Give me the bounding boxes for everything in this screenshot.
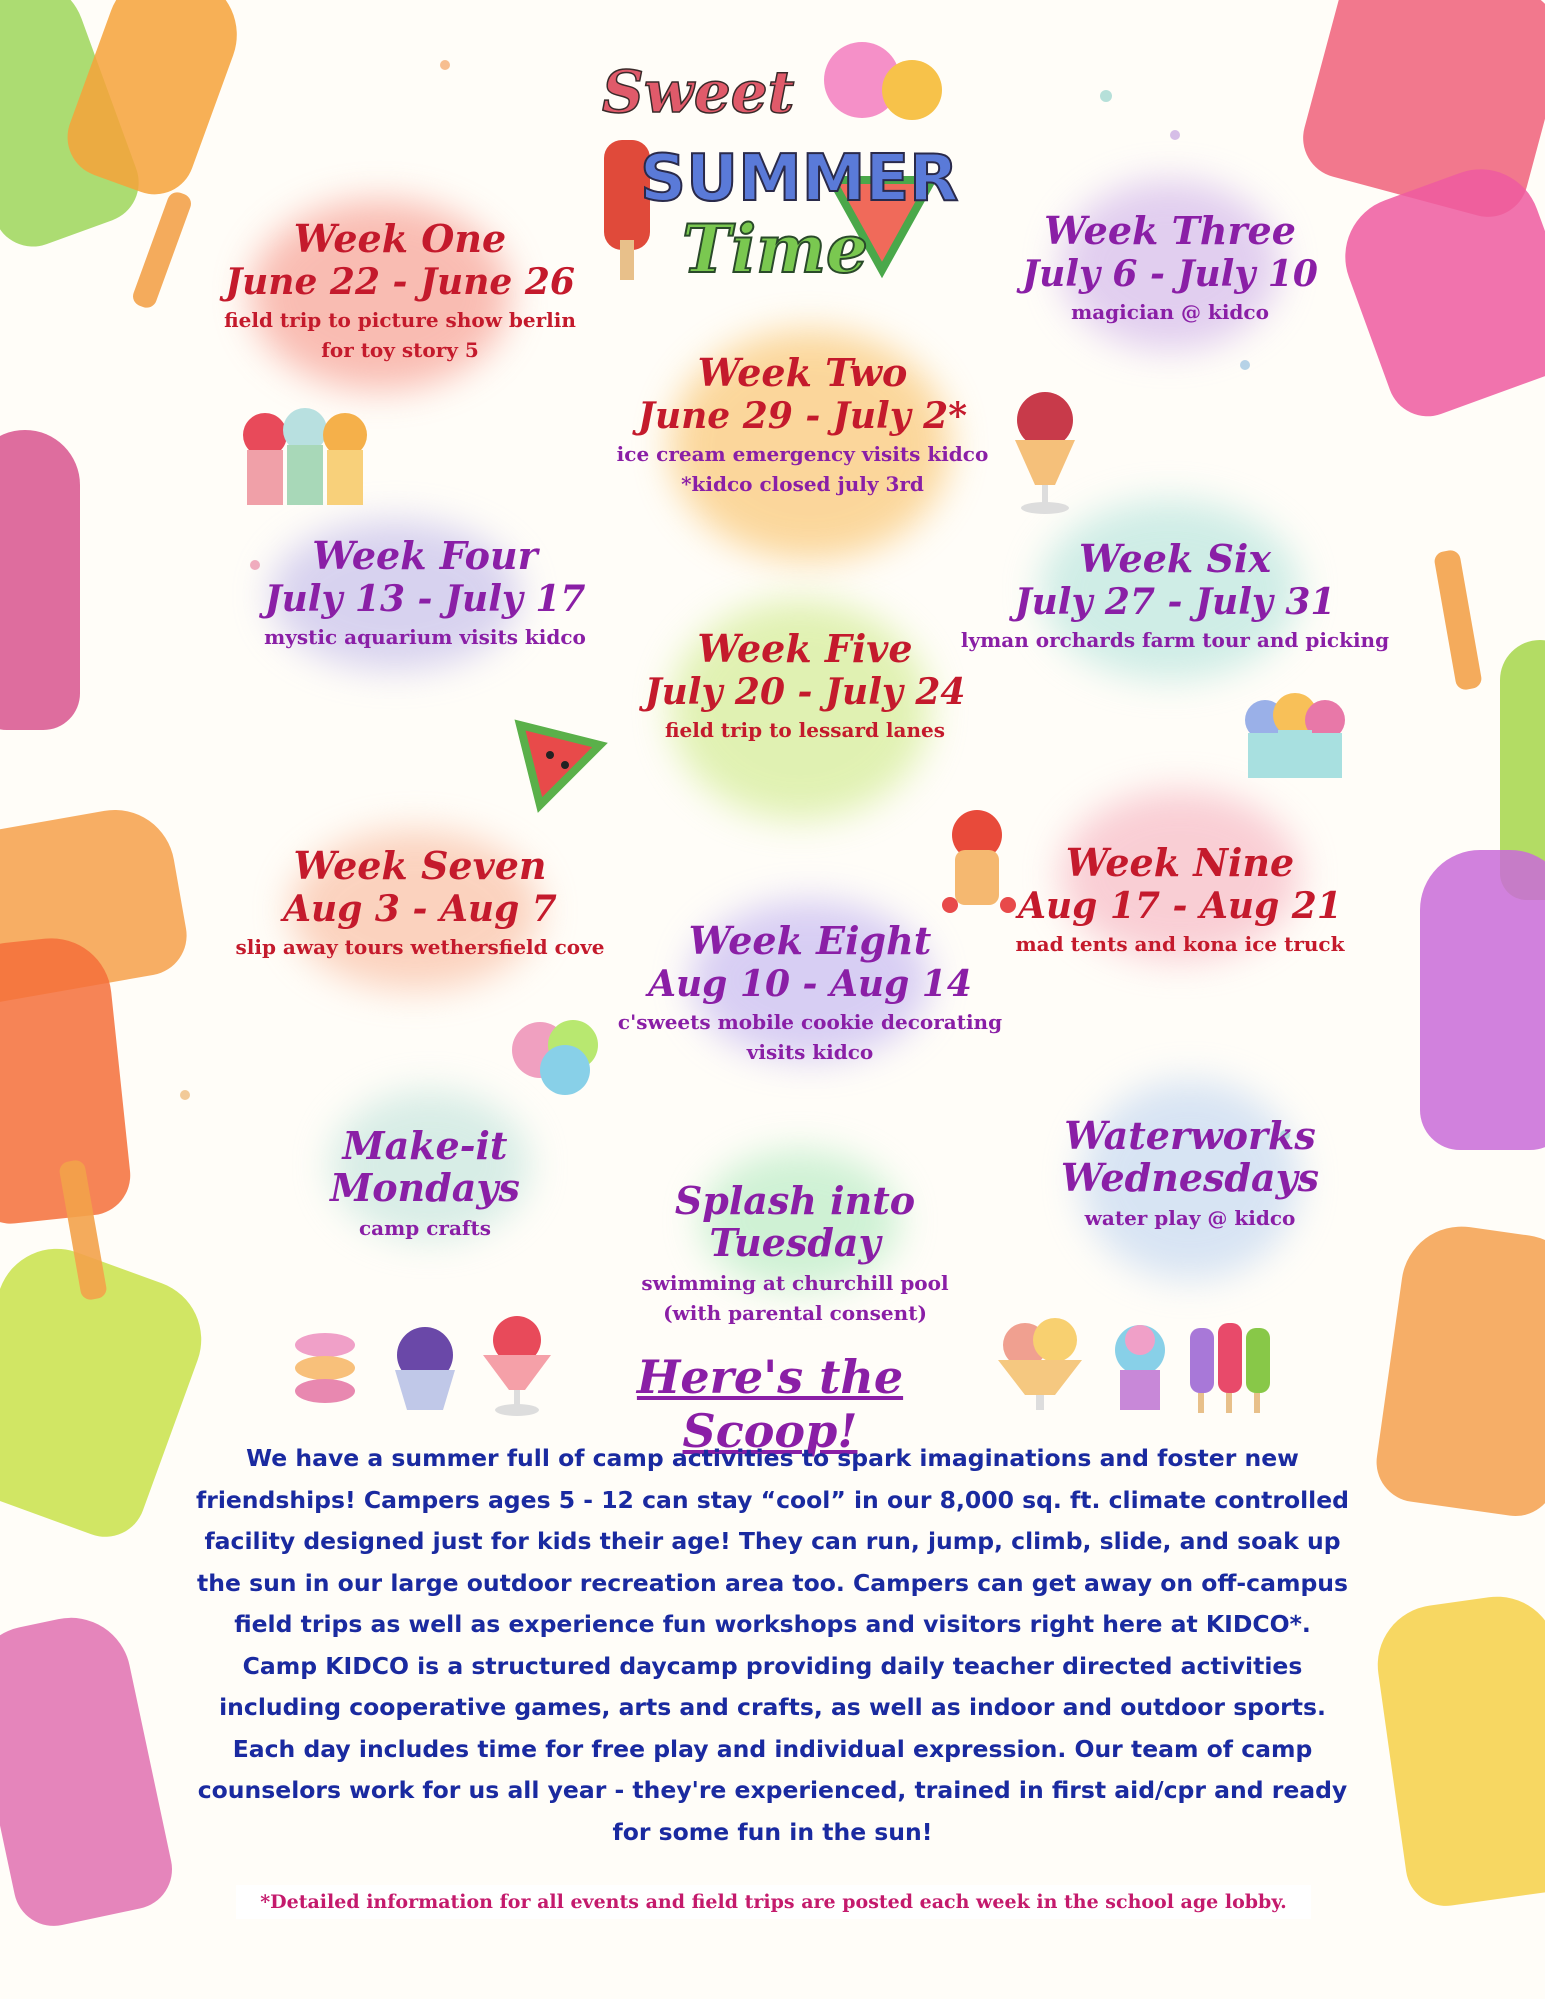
macarons-icon [290, 1320, 360, 1414]
week-dates: June 29 - July 2* [637, 394, 968, 437]
week-activity: field trip to picture show berlin [224, 307, 576, 332]
week-activity-line2: for toy story 5 [321, 337, 479, 362]
week-four-block [240, 535, 610, 652]
blueberry-dessert-icon [385, 1320, 465, 1419]
week-dates: June 22 - June 26 [225, 260, 575, 303]
popsicle-decoration [1328, 152, 1545, 427]
week-one-block [220, 218, 580, 365]
sweet-summer-time-logo [592, 40, 992, 300]
ice-cream-cups-icon [235, 400, 375, 514]
week-dates: Aug 3 - Aug 7 [283, 887, 557, 930]
theme-wednesdays-block [1000, 1115, 1380, 1233]
scoop-title: Here's the Scoop! [636, 1350, 904, 1458]
week-dates: July 13 - July 17 [264, 577, 586, 620]
week-five-block [630, 628, 980, 745]
week-title: Week Four [312, 533, 538, 578]
week-activity: c'sweets mobile cookie decorating [617, 1009, 1003, 1034]
logo-text-time: Time [682, 210, 869, 288]
week-dates: July 20 - July 24 [644, 670, 966, 713]
popsicle-decoration [0, 1232, 218, 1548]
theme-activity: water play @ kidco [1084, 1205, 1296, 1230]
ice-cream-bowl-icon [990, 1310, 1090, 1424]
fruit-parfait-icon [930, 800, 1025, 924]
theme-activity: swimming at churchill pool [641, 1270, 949, 1295]
popsicle-decoration [0, 1607, 179, 1934]
week-three-block [1020, 210, 1320, 327]
week-activity: mad tents and kona ice truck [1015, 931, 1345, 956]
week-seven-block [220, 845, 620, 962]
week-activity: lyman orchards farm tour and picking [960, 627, 1390, 652]
week-activity: field trip to lessard lanes [664, 717, 946, 742]
theme-title: Splash into Tuesday [674, 1178, 916, 1265]
theme-title: Waterworks Wednesdays [1060, 1113, 1320, 1200]
cookies-icon [505, 1010, 605, 1104]
week-six-block [950, 538, 1400, 655]
popsicle-decoration [1420, 850, 1545, 1150]
week-title: Week Three [1044, 208, 1296, 253]
week-activity: mystic aquarium visits kidco [264, 624, 586, 649]
week-activity-line2: visits kidco [746, 1039, 874, 1064]
week-title: Week One [293, 216, 507, 261]
week-activity-line2: *kidco closed july 3rd [681, 471, 924, 496]
week-dates: July 6 - July 10 [1022, 252, 1318, 295]
week-activity: magician @ kidco [1071, 299, 1269, 324]
week-title: Week Five [697, 626, 913, 671]
popsicle-stick [130, 190, 194, 311]
theme-activity-line2: (with parental consent) [663, 1300, 927, 1325]
parfait-icon [1000, 390, 1090, 524]
theme-title: Make-it Mondays [330, 1123, 520, 1210]
logo-text-summer: SUMMER [640, 142, 959, 216]
scoop-body: We have a summer full of camp activities to spark imaginations and foster new friendships! Campers ages 5 - 12 can stay “cool” in our 8,000 sq. ft. climate controlled facility designed just for kids their age! They can run, jump, climb, slide, and soak up the sun in our large outdoor recreation area too. Campers can get away on off-campus field trips as well as experience fun workshops and visitors right here at KIDCO*. Camp KIDCO is a structured daycamp providing daily teacher directed activities including cooperative games, arts and crafts, as well as indoor and outdoor sports. Each day includes time for free play and individual expression. Our team of camp counselors work for us all year - they're experienced, trained in first aid/cpr and ready for some fun in the sun! [196, 1444, 1349, 1846]
popsicle-stick [1433, 549, 1483, 691]
popsicle-decoration [1370, 1589, 1545, 1911]
week-eight-block [600, 920, 1020, 1067]
week-activity: slip away tours wethersfield cove [235, 934, 605, 959]
week-title: Week Six [1078, 536, 1272, 581]
week-activity: ice cream emergency visits kidco [616, 441, 989, 466]
watermelon-slice-icon [510, 705, 610, 819]
week-nine-block [1000, 842, 1360, 959]
week-title: Week Eight [688, 918, 932, 963]
week-dates: Aug 10 - Aug 14 [648, 962, 972, 1005]
week-title: Week Nine [1065, 840, 1295, 885]
rainbow-cupcake-icon [1105, 1315, 1175, 1419]
cupcakes-icon [1240, 685, 1350, 789]
week-title: Week Two [697, 350, 908, 395]
week-dates: Aug 17 - Aug 21 [1018, 884, 1342, 927]
theme-mondays-block [260, 1125, 590, 1243]
week-title: Week Seven [293, 843, 547, 888]
popsicle-decoration [1371, 1219, 1545, 1521]
theme-activity: camp crafts [358, 1215, 492, 1240]
theme-tuesday-block [600, 1180, 990, 1328]
week-two-block [600, 352, 1005, 499]
footnote: *Detailed information for all events and field trips are posted each week in the school age lobby. [236, 1885, 1311, 1919]
popsicle-decoration [0, 430, 80, 730]
sundae-icon [475, 1310, 560, 1424]
logo-text-sweet: Sweet [602, 58, 795, 126]
week-dates: July 27 - July 31 [1014, 580, 1336, 623]
popsicles-icon [1185, 1318, 1275, 1422]
